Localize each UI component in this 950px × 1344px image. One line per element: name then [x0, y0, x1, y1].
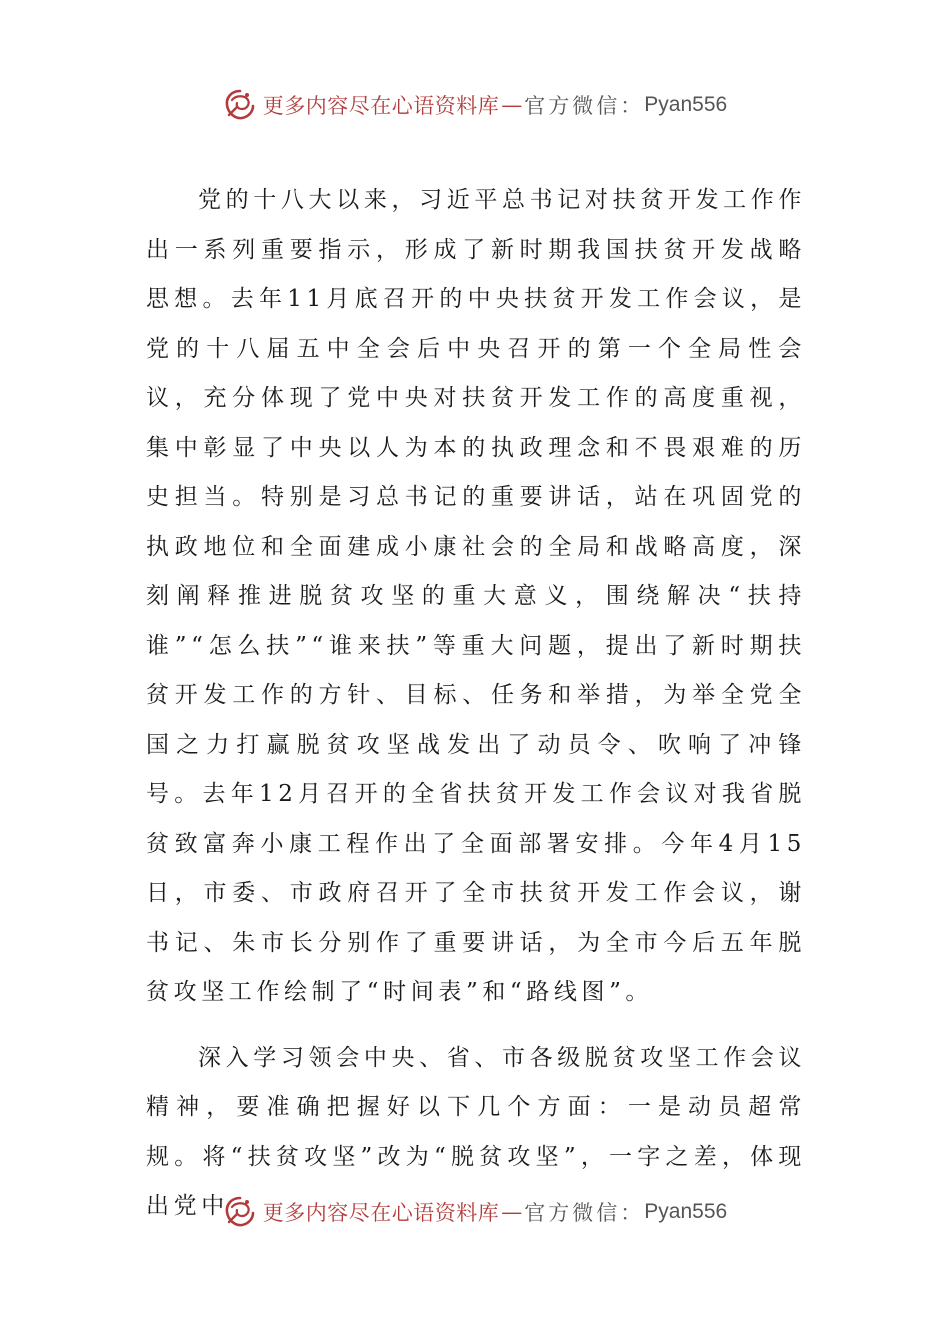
body-paragraph-2: 深入学习领会中央、省、市各级脱贫攻坚工作会议精神，要准确把握好以下几个方面：一是动员超常规。将“扶贫攻坚”改为“脱贫攻坚”，一字之差，体现出党中: [146, 1044, 806, 1219]
footer-brand-text: 更多内容尽在心语资料库: [262, 1201, 500, 1225]
footer-wechat-label: 官方微信：: [524, 1201, 645, 1225]
red-swirl-logo-icon: [223, 1195, 257, 1229]
header-wechat-label: 官方微信：: [524, 94, 645, 118]
footer-wechat-handle: Pyan556: [644, 1200, 728, 1223]
red-swirl-logo-icon: [223, 88, 257, 122]
header-separator: —: [501, 93, 523, 117]
header-watermark: [0, 83, 950, 127]
header-brand-text: 更多内容尽在心语资料库: [262, 94, 500, 118]
footer-separator: —: [501, 1200, 523, 1224]
document-body: [146, 176, 806, 1232]
header-wechat-handle: Pyan556: [644, 93, 728, 116]
footer-watermark: [0, 1190, 950, 1234]
body-paragraph-1: 党的十八大以来，习近平总书记对扶贫开发工作作出一系列重要指示，形成了新时期我国扶贫开发战略思想。去年11月底召开的中央扶贫开发工作会议，是党的十八届五中全会后中央召开的第一个全局性会议，充分体现了党中央对扶贫开发工作的高度重视，集中彰显了中央以人为本的执政理念和不畏艰难的历史担当。特别是习总书记的重要讲话，站在巩固党的执政地位和全面建成小康社会的全局和战略高度，深刻阐释推进脱贫攻坚的重大意义，围绕解决“扶持谁”“怎么扶”“谁来扶”等重大问题，提出了新时期扶贫开发工作的方针、目标、任务和举措，为举全党全国之力打赢脱贫攻坚战发出了动员令、吹响了冲锋号。去年12月召开的全省扶贫开发工作会议对我省脱贫致富奔小康工程作出了全面部署安排。今年4月15日，市委、市政府召开了全市扶贫开发工作会议，谢书记、朱市长分别作了重要讲话，为全市今后五年脱贫攻坚工作绘制了“时间表”和“路线图”。: [146, 187, 806, 1005]
